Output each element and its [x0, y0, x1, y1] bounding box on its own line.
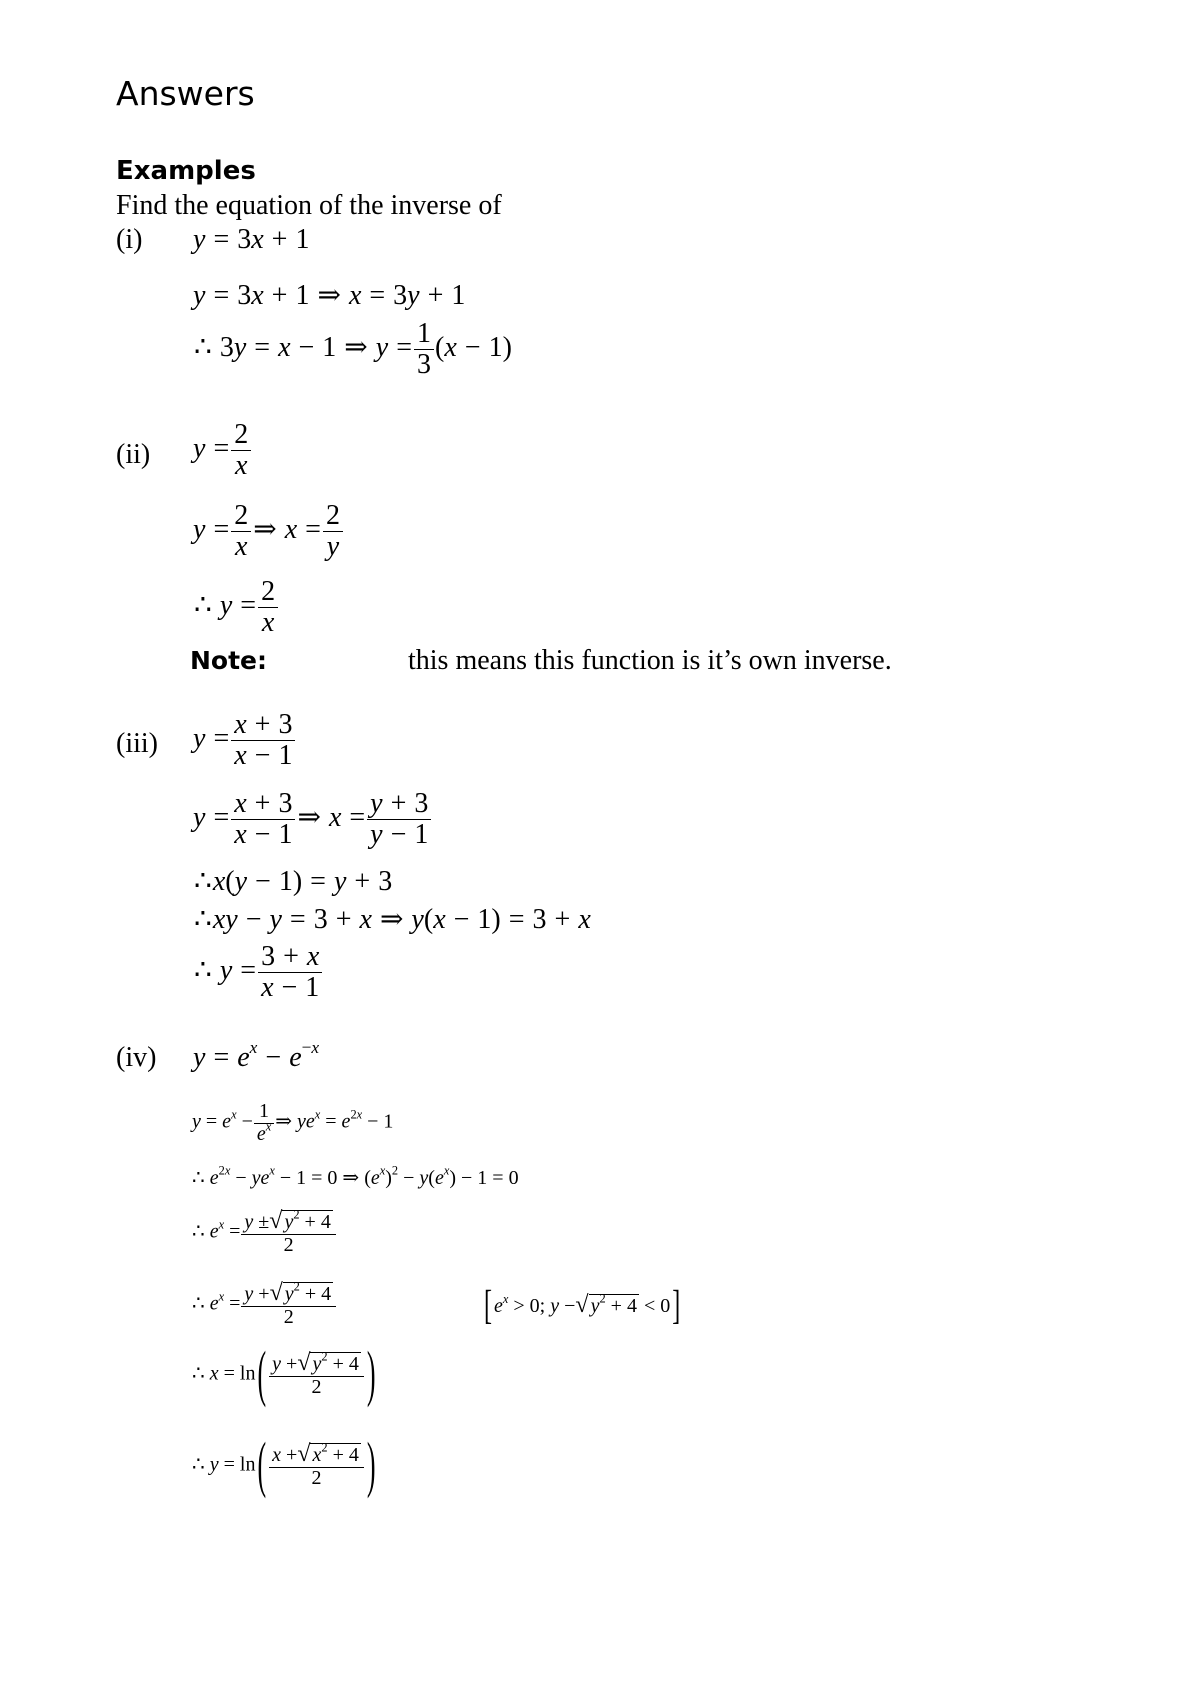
equation: ∴ $e^x$ = $\frac{y \pm√ y^2 + 4}{2}$: [192, 1210, 337, 1256]
note-label: Note:: [190, 646, 268, 675]
equation: y = 3x + 1 ⇒ x = 3y + 1: [193, 280, 466, 311]
equation: ∴ 3y = x − 1 ⇒ y = $\frac{1}{3}$ (x − 1): [194, 318, 512, 381]
section-heading: Examples: [116, 156, 256, 186]
intro-text: Find the equation of the inverse of: [116, 190, 502, 221]
equation: ∴ $e^{2x} - ye^x - 1 = 0$ ⇒ $(e^x)^2 - y(e^x) - 1 = 0$: [192, 1163, 519, 1189]
equation: y = $\frac{2}{x}$ ⇒ x = $\frac{2}{y}$: [193, 501, 344, 562]
equation: y = $\frac{2}{x}$: [193, 420, 252, 481]
equation: ∴ y = $\frac{3 + x}{x - 1}$: [193, 942, 323, 1003]
part-label: (iv): [116, 1042, 157, 1073]
equation: ∴ x = ln( $\frac{y +√ y^2 + 4}{2}$ ): [192, 1339, 376, 1409]
part-label: (ii): [116, 439, 151, 470]
note-text: this means this function is it’s own inverse.: [408, 645, 892, 676]
equation: $y = e^x - e^{-x}$: [193, 1037, 320, 1073]
part-label: (iii): [116, 728, 158, 759]
equation: ∴xy − y = 3 + x ⇒ y(x − 1) = 3 + x: [194, 904, 591, 935]
equation: $y = e^x$ − $\frac{1}{e^x}$ ⇒ $ye^x = e^{2x} - 1$: [192, 1100, 394, 1145]
part-label: (i): [116, 224, 143, 255]
equation: ∴x(y − 1) = y + 3: [194, 866, 393, 897]
equation: y = $\frac{x + 3}{x - 1}$: [193, 710, 296, 771]
equation: y = 3x + 1: [193, 224, 310, 255]
equation: ∴ y = $\frac{2}{x}$: [193, 577, 279, 638]
equation: y = $\frac{x + 3}{x - 1}$ ⇒ x = $\frac{y + 3}{y - 1}$: [193, 789, 432, 850]
equation: ∴ y = ln( $\frac{x +√ x^2 + 4}{2}$ ): [192, 1430, 376, 1500]
equation: ∴ $e^x$ = $\frac{y +√ y^2 + 4}{2}$: [192, 1282, 337, 1328]
condition-bracket: [ $e^x > 0$; y −√ $y^2 + 4 < 0$]: [484, 1284, 681, 1329]
page-title: Answers: [116, 74, 255, 113]
